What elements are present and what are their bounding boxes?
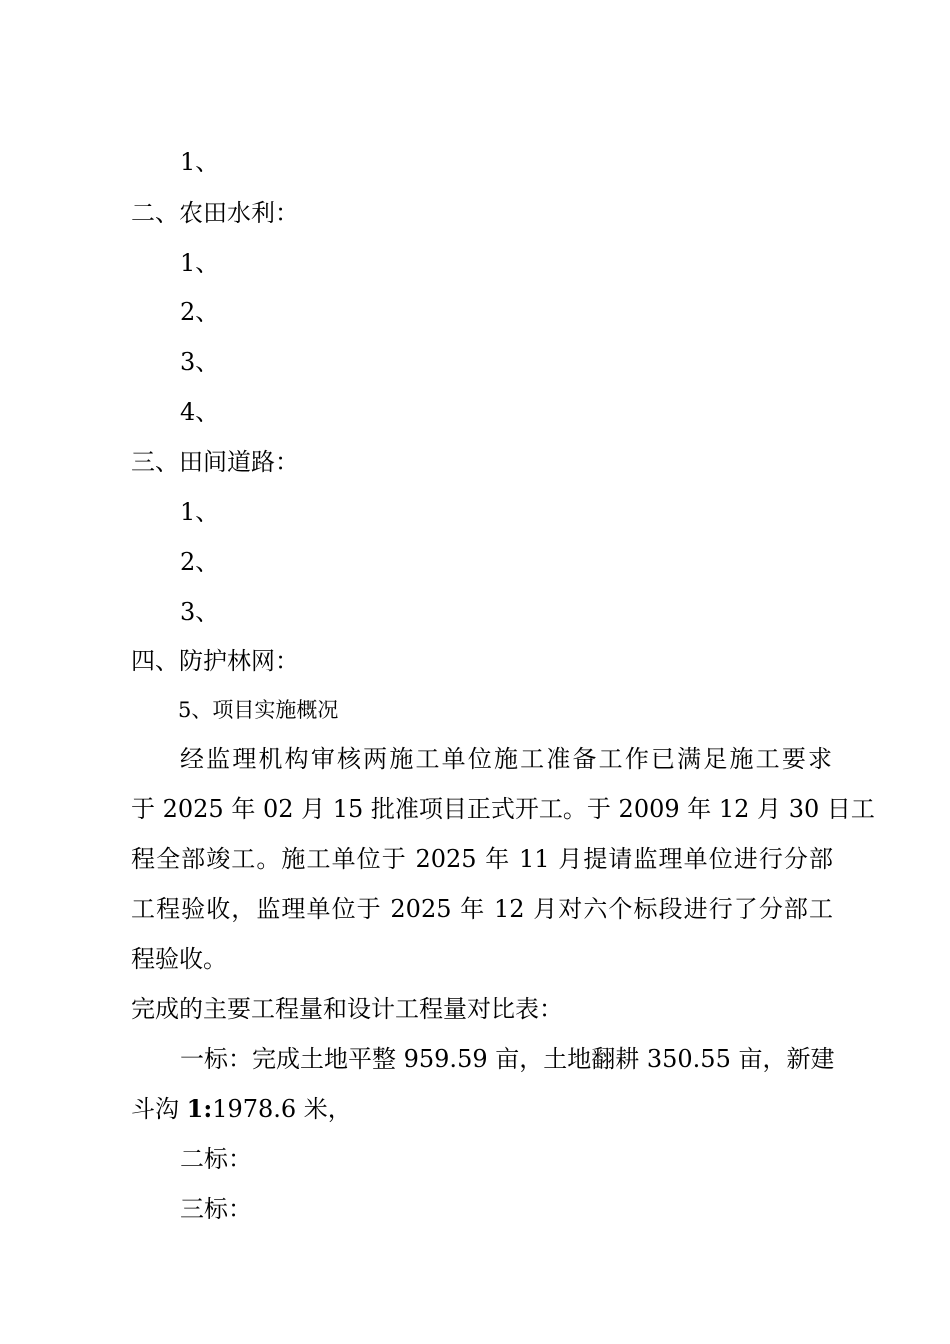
section-one-line bbox=[131, 1093, 831, 1125]
section-two-label: 二标： bbox=[180, 1145, 252, 1173]
section-heading-forest: 四、防护林网： bbox=[131, 647, 299, 675]
list-item: 1、 bbox=[180, 148, 220, 176]
section-heading-irrigation: 二、农田水利： bbox=[131, 199, 299, 227]
paragraph-line: 工程验收，监理单位于 2025 年 12 月对六个标段进行了分部工 bbox=[131, 895, 833, 923]
section-one-line: 一标：完成土地平整 959.59 亩，土地翻耕 350.55 亩，新建 bbox=[180, 1045, 835, 1073]
list-item: 4、 bbox=[180, 398, 220, 426]
section-three-label: 三标： bbox=[180, 1195, 252, 1223]
subsection-heading-overview: 5、项目实施概况 bbox=[178, 698, 339, 722]
paragraph-line: 程验收。 bbox=[131, 945, 227, 973]
list-item: 1、 bbox=[180, 498, 220, 526]
section-one-text: 1978.6 米， bbox=[212, 1095, 352, 1123]
paragraph-line: 程全部竣工。施工单位于 2025 年 11 月提请监理单位进行分部 bbox=[131, 845, 833, 873]
list-item: 1、 bbox=[180, 249, 220, 277]
list-item: 2、 bbox=[180, 298, 220, 326]
list-item: 3、 bbox=[180, 348, 220, 376]
section-one-text: 斗沟 bbox=[131, 1095, 187, 1123]
paragraph-line: 于 2025 年 02 月 15 批准项目正式开工。于 2009 年 12 月 30 日工 bbox=[131, 795, 875, 823]
list-item: 2、 bbox=[180, 548, 220, 576]
paragraph-line: 经监理机构审核两施工单位施工准备工作已满足施工要求 bbox=[180, 745, 832, 773]
comparison-table-title: 完成的主要工程量和设计工程量对比表： bbox=[131, 995, 563, 1023]
section-one-ratio: 1: bbox=[186, 1094, 213, 1123]
section-heading-roads: 三、田间道路： bbox=[131, 448, 299, 476]
list-item: 3、 bbox=[180, 598, 220, 626]
